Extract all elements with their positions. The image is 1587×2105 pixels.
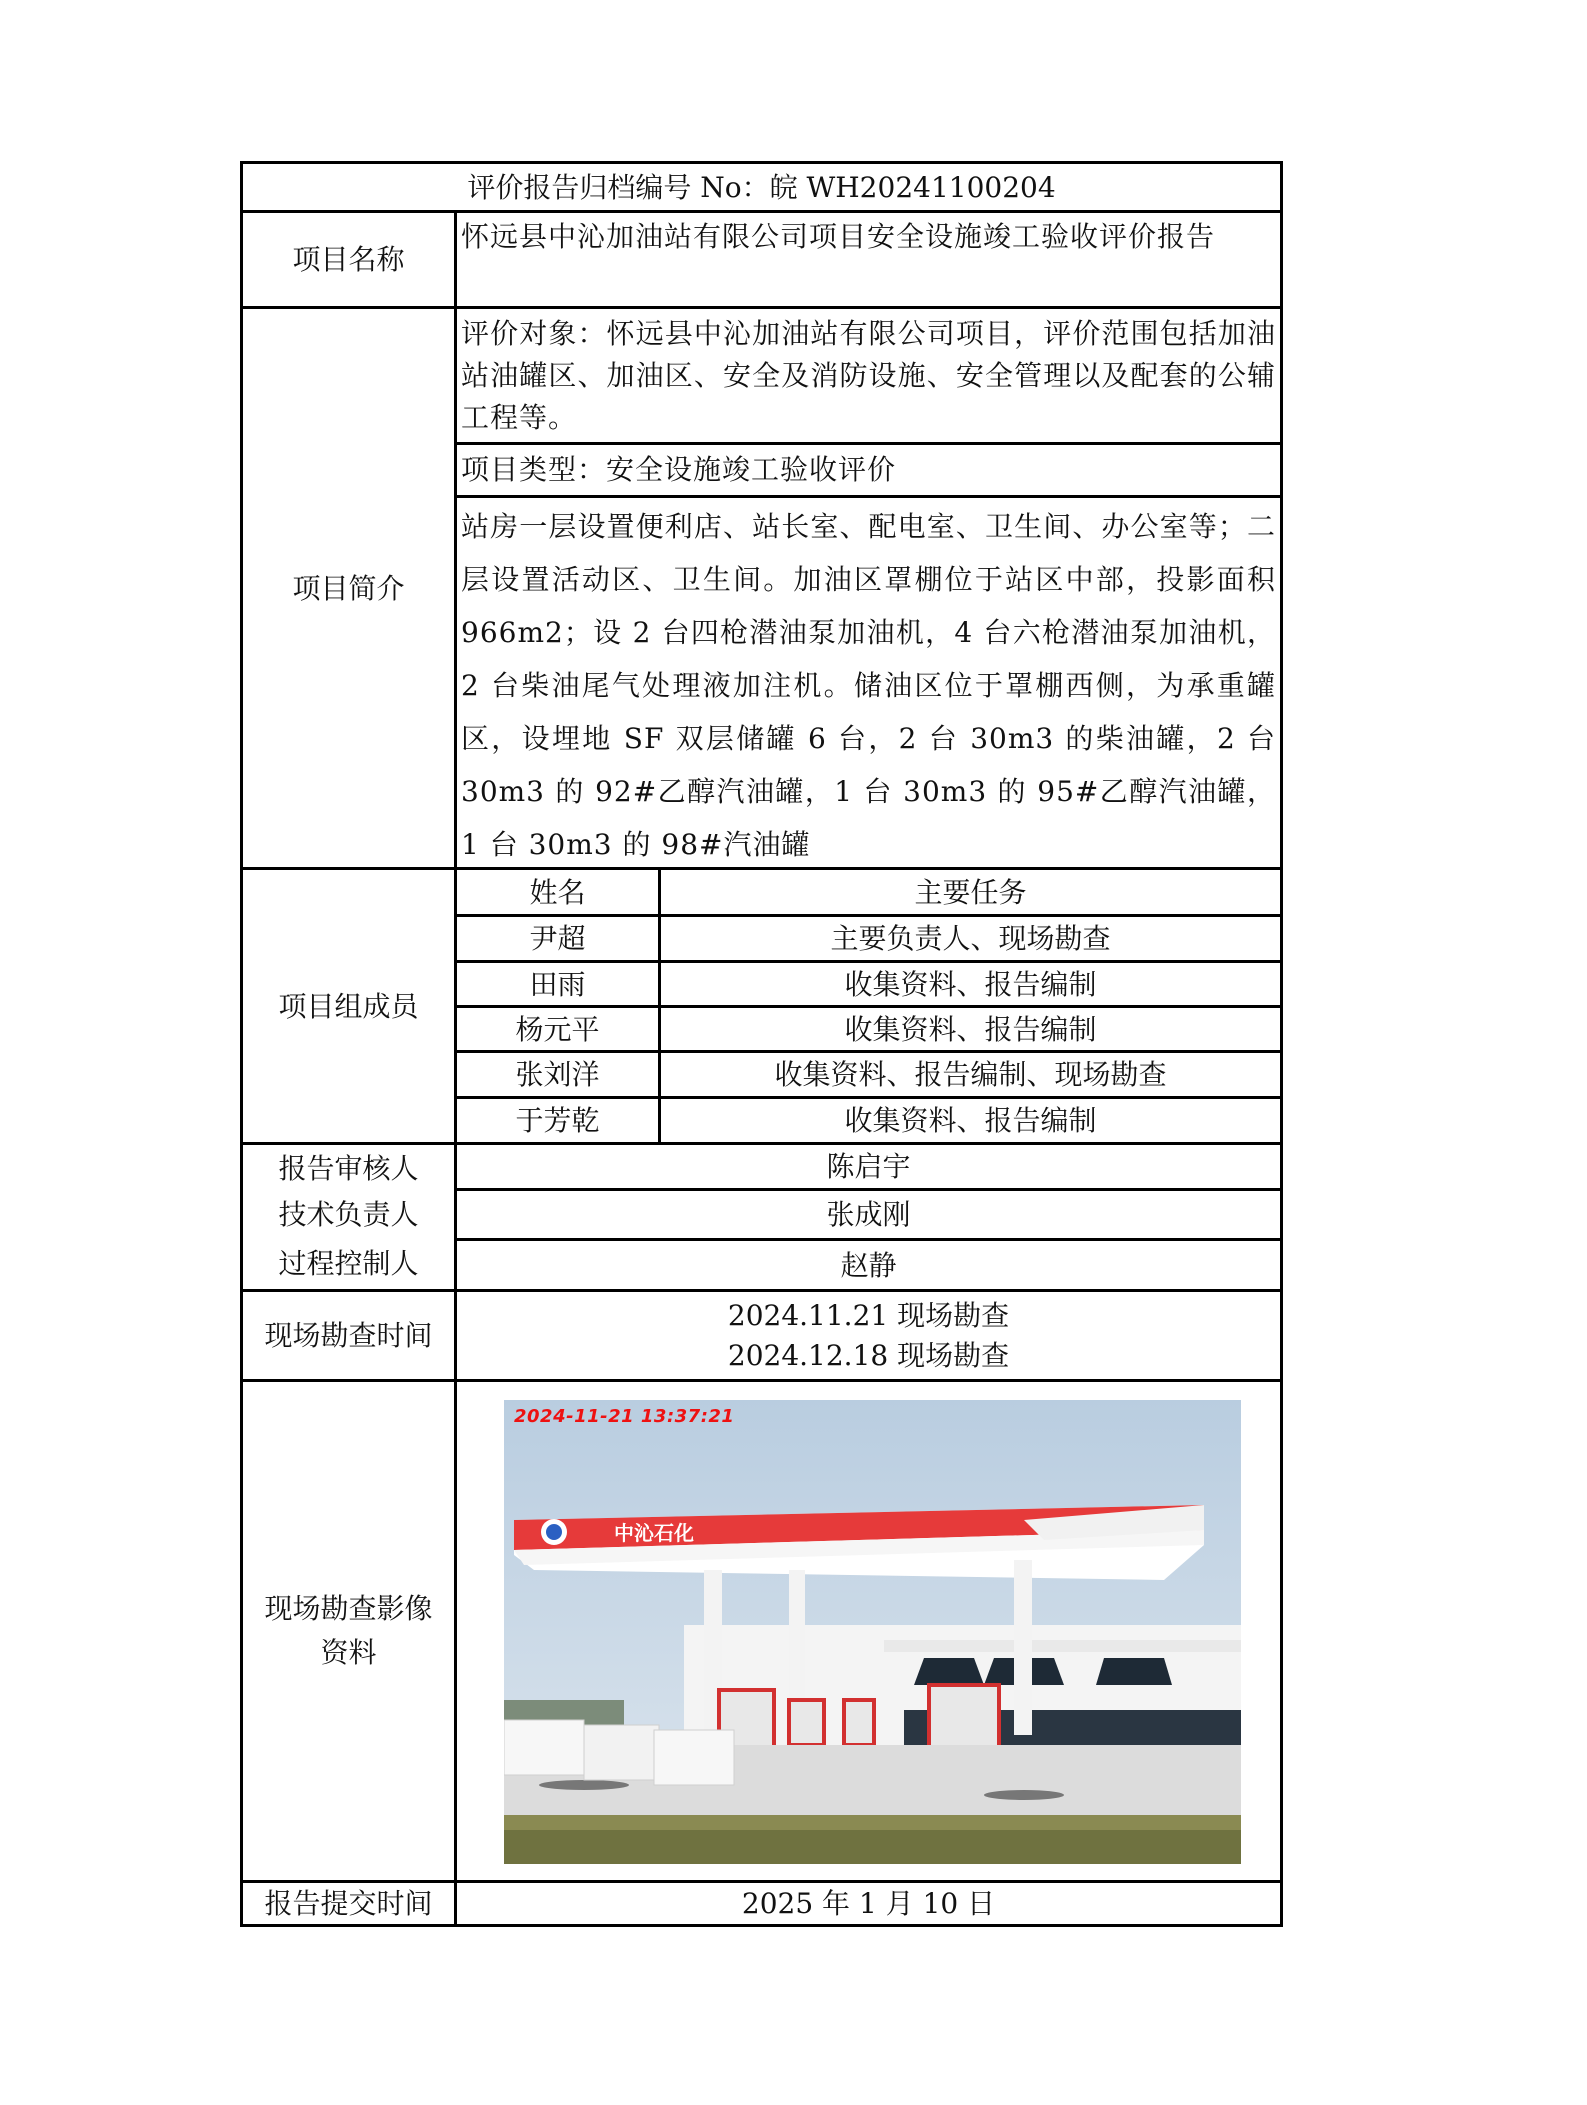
members-header-task: 主要任务	[914, 875, 1027, 909]
project-description: 站房一层设置便利店、站长室、配电室、卫生间、办公室等；二层设置活动区、卫生间。加油区罩棚位于站区中部，投影面积 966m2；设 2 台四枪潜油泵加油机，4 台六枪潜油泵加油机，2 台柴油尾气处理液加注机。储油区位于罩棚西侧，为承重罐区，设埋地 SF 双层储罐 6 台，2 台 30m3 的柴油罐，2 台 30m3 的 92#乙醇汽油罐，1 台 30m3 的 95#乙醇汽油罐，1 台 30m3 的 98#汽油罐	[461, 510, 1276, 861]
evaluation-form-table	[240, 161, 1283, 1927]
evaluation-object: 评价对象：怀远县中沁加油站有限公司项目，评价范围包括加油站油罐区、加油区、安全及消防设施、安全管理以及配套的公辅工程等。	[461, 317, 1276, 434]
members-header-name: 姓名	[529, 875, 586, 909]
member-task: 收集资料、报告编制	[844, 967, 1097, 1001]
photo-timestamp: 2024-11-21 13:37:21	[514, 1406, 735, 1427]
member-name: 于芳乾	[515, 1104, 600, 1137]
member-name: 杨元平	[515, 1012, 600, 1046]
survey-date-1: 2024.11.21 现场勘查	[727, 1298, 1010, 1332]
project-intro-label: 项目简介	[292, 571, 405, 605]
project-type: 项目类型：安全设施竣工验收评价	[461, 453, 897, 486]
member-name: 张刘洋	[515, 1058, 600, 1091]
gas-station-photo	[504, 1400, 1241, 1864]
gas-station-illustration	[504, 1400, 1241, 1864]
member-task: 收集资料、报告编制	[844, 1104, 1097, 1137]
tech-lead-label: 技术负责人	[278, 1198, 419, 1231]
reviewer-value: 陈启宇	[826, 1150, 911, 1183]
process-controller-value: 赵静	[840, 1248, 897, 1282]
member-name: 田雨	[529, 967, 586, 1001]
tech-lead-value: 张成刚	[826, 1198, 911, 1231]
member-task: 收集资料、报告编制	[844, 1012, 1097, 1046]
submit-time-label: 报告提交时间	[264, 1887, 433, 1920]
survey-date-2: 2024.12.18 现场勘查	[727, 1338, 1010, 1372]
member-task: 主要负责人、现场勘查	[830, 922, 1111, 955]
members-label: 项目组成员	[278, 989, 419, 1023]
member-task: 收集资料、报告编制、现场勘查	[774, 1058, 1167, 1091]
archive-number: 评价报告归档编号 No：皖 WH20241100204	[467, 170, 1056, 204]
survey-photo-label: 现场勘查影像资料	[264, 1592, 433, 1669]
member-name: 尹超	[529, 922, 586, 955]
survey-time-label: 现场勘查时间	[264, 1319, 433, 1352]
project-name-label: 项目名称	[292, 243, 405, 276]
survey-time-values	[457, 1292, 1280, 1379]
reviewer-label: 报告审核人	[278, 1151, 419, 1185]
submit-time-value: 2025 年 1 月 10 日	[741, 1887, 996, 1920]
brand-name: 中沁石化	[614, 1521, 694, 1545]
project-name-value: 怀远县中沁加油站有限公司项目安全设施竣工验收评价报告	[461, 220, 1216, 253]
process-controller-label: 过程控制人	[278, 1247, 419, 1280]
